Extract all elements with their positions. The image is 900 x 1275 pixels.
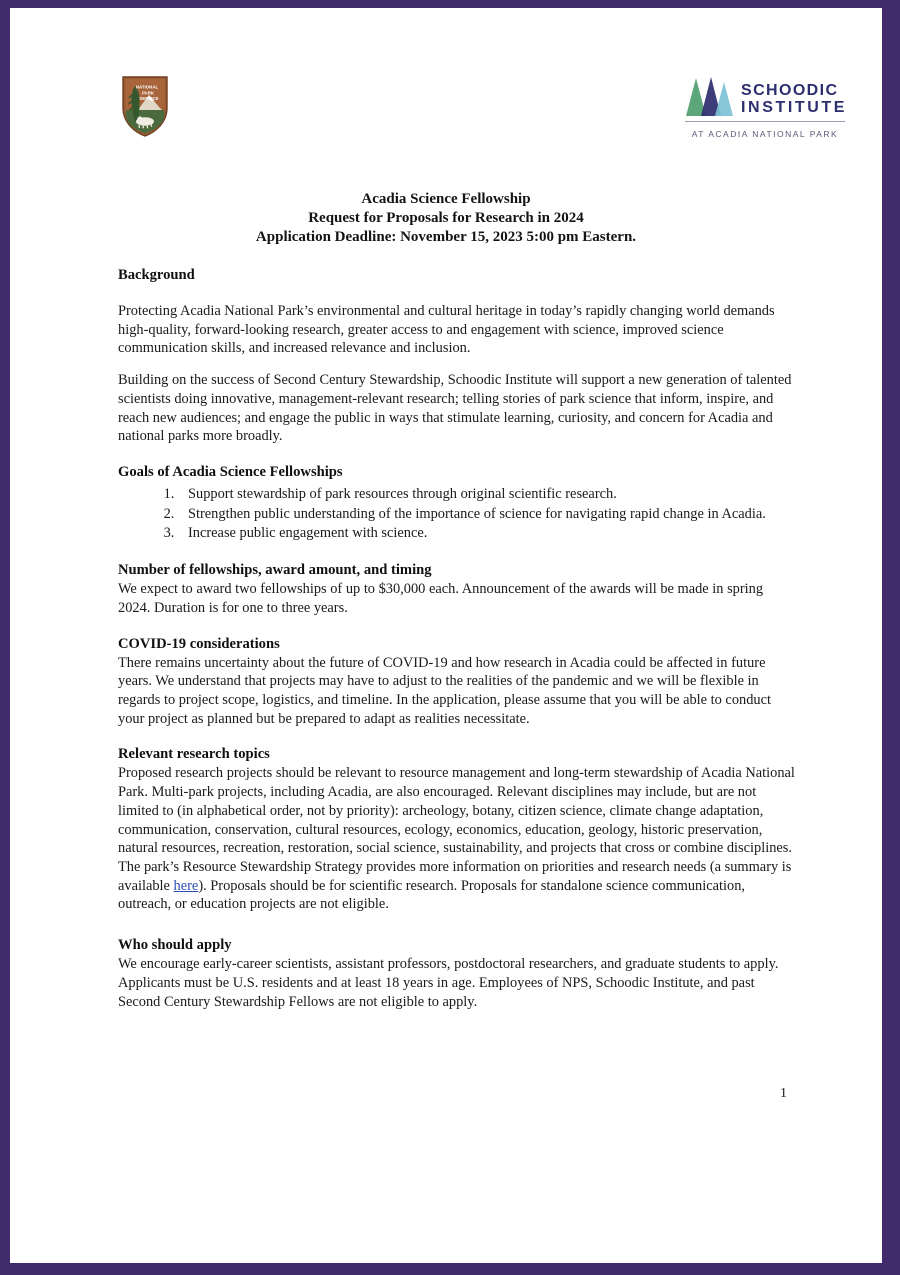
heading-who-should-apply: Who should apply bbox=[118, 937, 232, 954]
paragraph-covid: There remains uncertainty about the future of COVID-19 and how research in Acadia could be affected in future years. We understand that projects may have to adjust to the realities of the pandemic and we will be flexible in regards to project scope, logistics, and timeline. In the application, please assume that you will be able to conduct your project as planned but be prepared to adapt as realities necessitate. bbox=[118, 654, 771, 727]
nps-logo-line2: PARK bbox=[141, 90, 155, 96]
paragraph-who-should-apply: We encourage early-career scientists, assistant professors, postdoctoral researchers, and graduate students to apply. Applicants must be U.S. residents and at least 18 years in age. Employees of NPS, Schoodic Institute, and past Second Century Stewardship Fellows are not eligible to apply. bbox=[118, 956, 779, 1010]
list-item: 2. Strengthen public understanding of the importance of science for navigating rapid change in Acadia. bbox=[178, 505, 798, 524]
nps-logo-line1: NATIONAL bbox=[135, 84, 159, 90]
schoodic-trees-icon bbox=[685, 76, 735, 118]
schoodic-institute-logo bbox=[685, 76, 848, 139]
schoodic-tagline-rule bbox=[685, 121, 845, 142]
document-body bbox=[118, 266, 798, 1011]
heading-fellowships: Number of fellowships, award amount, and timing bbox=[118, 562, 432, 579]
nps-logo-line3: SERVICE bbox=[139, 96, 159, 102]
resource-stewardship-summary-link[interactable]: here bbox=[173, 877, 199, 894]
paragraph-background-1: Protecting Acadia National Park’s environmental and cultural heritage in today’s rapidly changing world demands high-quality, forward-looking research, greater access to and engagement with science, improved science communication skills, and increased relevance and inclusion. bbox=[118, 302, 775, 357]
nps-arrowhead-logo bbox=[118, 74, 172, 138]
paragraph-background-2: Building on the success of Second Century Stewardship, Schoodic Institute will support a new generation of talented scientists doing innovative, management-relevant research; telling stories of park science that inform, inspire, and reach new audiences; and engage the public in ways that stimulate learning, curiosity, and concern for Acadia and national parks more broadly. bbox=[118, 372, 792, 445]
heading-goals: Goals of Acadia Science Fellowships bbox=[118, 464, 343, 480]
title-line-1: Acadia Science Fellowship bbox=[361, 191, 531, 207]
page-number: 1 bbox=[780, 1086, 787, 1101]
goals-list bbox=[118, 485, 798, 543]
document-header bbox=[10, 66, 882, 156]
paragraph-fellowships: We expect to award two fellowships of up to $30,000 each. Announcement of the awards will be made in spring 2024. Duration is for one to three years. bbox=[118, 581, 764, 616]
schoodic-tagline: AT ACADIA NATIONAL PARK bbox=[691, 129, 839, 139]
heading-covid: COVID-19 considerations bbox=[118, 635, 280, 652]
topics-text-before-link: Proposed research projects should be relevant to resource management and long-term stewardship of Acadia National Park. Multi-park projects, including Acadia, are also encouraged. Relevant disciplines may include, but are not limited to (in alphabetical order, not by priority): archeology, botany, citizen science, climate change adaptation, communication, conservation, cultural resources, ecology, economics, education, geology, historic preservation, natural resources, recreation, restoration, social science, sustainability, and projects that cross or combine disciplines. The park’s Resource Stewardship Strategy provides more information on priorities and research needs (a summary is available bbox=[118, 765, 795, 894]
topics-text-after-link: ). Proposals should be for scientific research. Proposals for standalone science communication, outreach, or education projects are not eligible. bbox=[118, 877, 746, 913]
list-item: 3. Increase public engagement with science. bbox=[178, 524, 798, 543]
document-page bbox=[10, 8, 882, 1263]
heading-topics: Relevant research topics bbox=[118, 746, 270, 763]
title-line-3: Application Deadline: November 15, 2023 5:00 pm Eastern. bbox=[255, 229, 637, 246]
heading-background: Background bbox=[118, 267, 195, 283]
title-line-2: Request for Proposals for Research in 2024 bbox=[308, 210, 584, 227]
paragraph-topics bbox=[118, 764, 798, 914]
list-item: 1. Support stewardship of park resources through original scientific research. bbox=[178, 485, 798, 504]
schoodic-wordmark-line1: SCHOODIC bbox=[741, 82, 839, 99]
schoodic-wordmark-line2: INSTITUTE bbox=[741, 99, 848, 116]
document-title-block bbox=[10, 190, 882, 248]
